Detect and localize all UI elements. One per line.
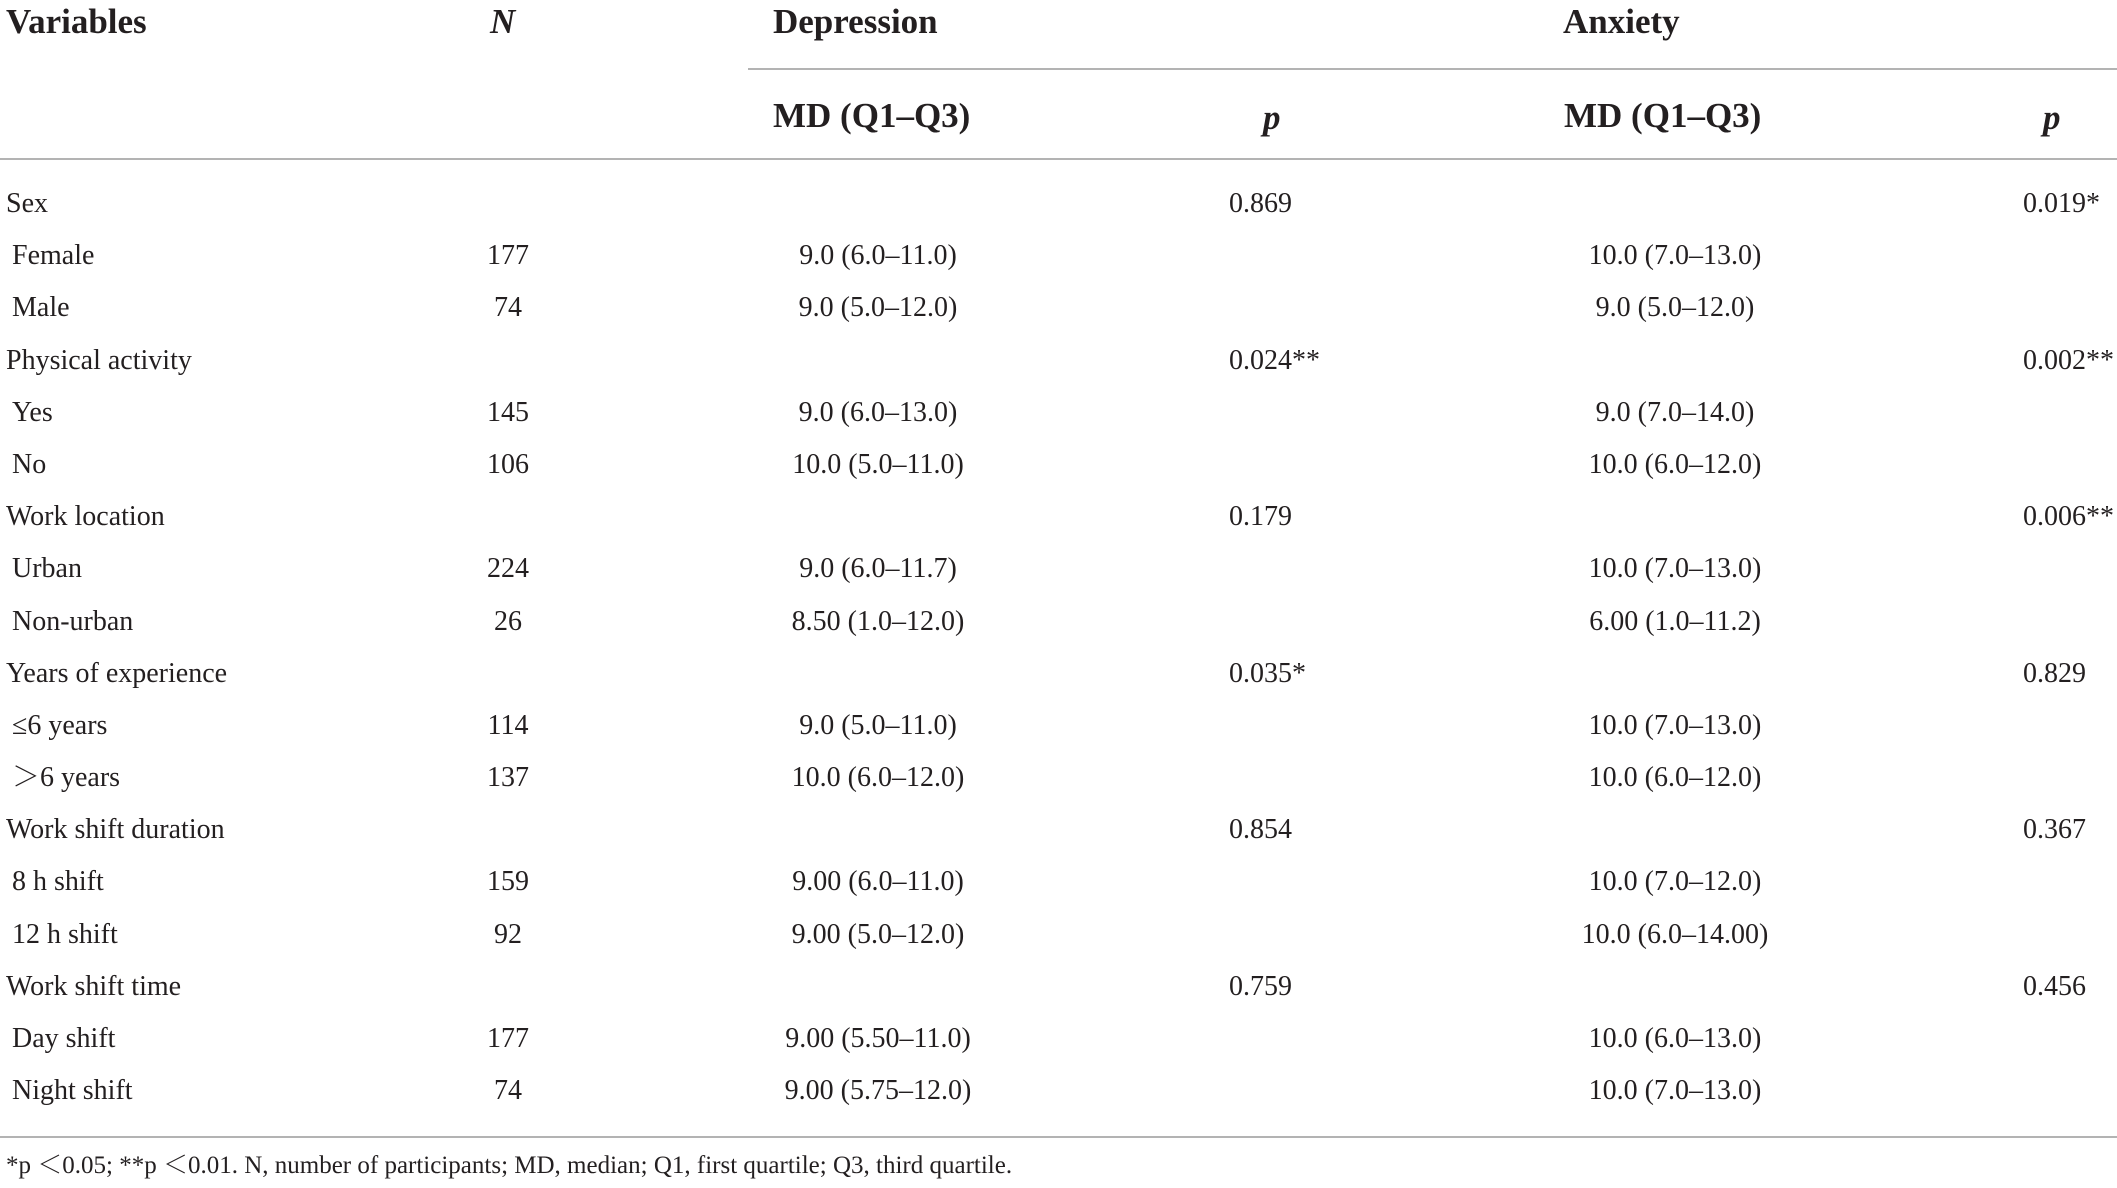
cell-depression-p: 0.024**	[1229, 344, 1320, 376]
table-footnote: *p ＜0.05; **p ＜0.01. N, number of participants; MD, median; Q1, first quartile; Q3, third quartile.	[6, 1152, 1013, 1179]
cell-anxiety-p: 0.367	[2023, 814, 2086, 846]
cell-n: 74	[494, 292, 522, 324]
cell-anxiety-md: 10.0 (7.0–13.0)	[1588, 709, 1762, 741]
table-row	[0, 1065, 2117, 1117]
cell-depression-md: 9.00 (5.50–11.0)	[785, 1023, 971, 1054]
cell-depression-p: 0.035*	[1229, 657, 1306, 689]
cell-variable: Female	[12, 240, 95, 272]
cell-n: 106	[487, 448, 529, 480]
cell-anxiety-p: 0.829	[2023, 657, 2086, 689]
cell-n: 224	[487, 553, 529, 585]
cell-anxiety-p: 0.006**	[2023, 501, 2114, 533]
cell-variable: Work shift time	[6, 970, 182, 1002]
cell-n: 137	[487, 762, 529, 794]
table-row	[0, 752, 2117, 804]
cell-depression-p: 0.179	[1229, 501, 1292, 533]
cell-variable: Night shift	[12, 1075, 133, 1107]
cell-anxiety-p: 0.002**	[2023, 344, 2114, 376]
cell-anxiety-md: 10.0 (7.0–13.0)	[1588, 240, 1762, 272]
table-row	[0, 439, 2117, 491]
cell-anxiety-md: 9.0 (5.0–12.0)	[1595, 292, 1755, 324]
cell-depression-md: 9.00 (6.0–11.0)	[792, 866, 964, 898]
cell-n: 177	[487, 1023, 529, 1054]
cell-n: 26	[494, 605, 522, 637]
cell-depression-md: 9.0 (6.0–11.7)	[799, 553, 957, 585]
cell-depression-p: 0.854	[1229, 814, 1292, 846]
cell-depression-md: 8.50 (1.0–12.0)	[791, 605, 965, 637]
cell-n: 177	[487, 240, 529, 272]
table-row	[0, 1013, 2117, 1065]
header-n: N	[490, 2, 516, 41]
cell-anxiety-md: 9.0 (7.0–14.0)	[1595, 396, 1755, 428]
cell-anxiety-md: 10.0 (7.0–13.0)	[1588, 1075, 1762, 1107]
cell-n: 159	[487, 866, 529, 898]
header-group-rule	[748, 68, 2117, 70]
cell-anxiety-md: 10.0 (6.0–13.0)	[1588, 1023, 1762, 1054]
cell-variable: 8 h shift	[12, 866, 104, 898]
table-group-row	[0, 804, 2117, 856]
table-group-row	[0, 491, 2117, 543]
header-variables: Variables	[6, 2, 147, 41]
cell-anxiety-md: 10.0 (6.0–12.0)	[1588, 762, 1762, 794]
header-anxiety: Anxiety	[1563, 2, 1680, 41]
header-bottom-rule	[0, 158, 2117, 160]
header-anxiety-md: MD (Q1–Q3)	[1564, 96, 1762, 135]
table-row	[0, 282, 2117, 334]
table-row	[0, 230, 2117, 282]
header-depression-p: p	[1263, 98, 1281, 137]
cell-variable: Urban	[12, 553, 82, 585]
cell-depression-md: 10.0 (5.0–11.0)	[792, 448, 964, 480]
cell-depression-md: 10.0 (6.0–12.0)	[791, 762, 965, 794]
cell-depression-p: 0.869	[1229, 188, 1292, 219]
table-row	[0, 387, 2117, 439]
cell-anxiety-md: 10.0 (6.0–12.0)	[1588, 448, 1762, 480]
table-row	[0, 596, 2117, 648]
table-row	[0, 909, 2117, 961]
cell-variable: Physical activity	[6, 344, 192, 376]
cell-variable: Work shift duration	[6, 814, 225, 846]
cell-variable: 12 h shift	[12, 918, 118, 950]
cell-anxiety-p: 0.456	[2023, 970, 2086, 1002]
table-body	[0, 178, 2117, 1117]
table-group-row	[0, 335, 2117, 387]
cell-variable: Male	[12, 292, 70, 324]
cell-variable: ≤6 years	[12, 709, 108, 741]
cell-variable: No	[12, 448, 47, 480]
cell-variable: Day shift	[12, 1023, 116, 1054]
header-depression-md: MD (Q1–Q3)	[773, 96, 971, 135]
cell-n: 92	[494, 918, 522, 950]
cell-variable: Sex	[6, 188, 48, 219]
cell-anxiety-md: 10.0 (7.0–12.0)	[1588, 866, 1762, 898]
cell-n: 145	[487, 396, 529, 428]
header-depression: Depression	[773, 2, 938, 41]
table-row	[0, 856, 2117, 908]
table-row	[0, 700, 2117, 752]
cell-depression-md: 9.00 (5.75–12.0)	[784, 1075, 972, 1107]
cell-depression-md: 9.0 (6.0–13.0)	[798, 396, 958, 428]
cell-anxiety-md: 10.0 (6.0–14.00)	[1581, 918, 1769, 950]
cell-variable: Yes	[12, 396, 53, 428]
cell-depression-p: 0.759	[1229, 970, 1292, 1002]
table-group-row	[0, 178, 2117, 230]
cell-n: 74	[494, 1075, 522, 1107]
cell-anxiety-p: 0.019*	[2023, 188, 2100, 219]
cell-depression-md: 9.0 (6.0–11.0)	[799, 240, 957, 272]
table-row	[0, 543, 2117, 595]
header-anxiety-p: p	[2043, 98, 2061, 137]
cell-anxiety-md: 10.0 (7.0–13.0)	[1588, 553, 1762, 585]
table-group-row	[0, 961, 2117, 1013]
table-group-row	[0, 648, 2117, 700]
cell-depression-md: 9.0 (5.0–12.0)	[798, 292, 958, 324]
table-bottom-rule	[0, 1136, 2117, 1138]
cell-variable: ＞6 years	[12, 762, 121, 794]
cell-variable: Work location	[6, 501, 165, 533]
cell-depression-md: 9.0 (5.0–11.0)	[799, 709, 957, 741]
cell-variable: Years of experience	[6, 657, 228, 689]
cell-n: 114	[487, 709, 529, 741]
cell-variable: Non-urban	[12, 605, 134, 637]
cell-depression-md: 9.00 (5.0–12.0)	[791, 918, 965, 950]
cell-anxiety-md: 6.00 (1.0–11.2)	[1589, 605, 1761, 637]
